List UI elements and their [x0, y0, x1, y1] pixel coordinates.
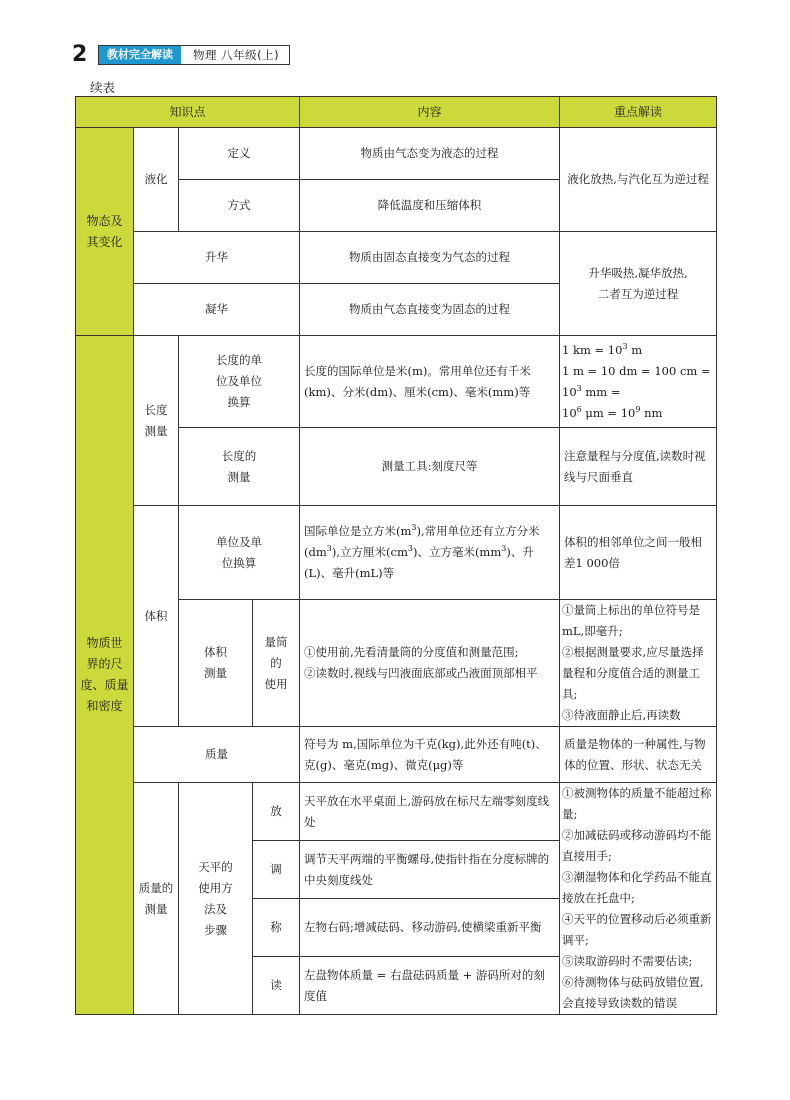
cylinder-content: ①使用前,先看清量筒的分度值和测量范围; ②读数时,视线与凹液面底部或凸液面顶部相平 [300, 600, 560, 727]
length-unit-label: 长度的单 位及单位 换算 [179, 336, 300, 428]
step-place-label: 放 [253, 783, 300, 841]
vol-unit-content: 国际单位是立方米$(m^3)$,常用单位还有立方分米$(dm^3)$,立方厘米$(cm^3)$、立方毫米$(mm^3)$、升(L)、毫升(mL)等 [300, 506, 560, 600]
volume-label: 体积 [134, 506, 179, 727]
header-label-box [98, 45, 290, 65]
liq-method-content: 降低温度和压缩体积 [300, 180, 560, 232]
vol-measure-label: 体积 测量 [179, 600, 253, 727]
knowledge-table [75, 96, 717, 1015]
vol-unit-key: 体积的相邻单位之间一般相差1 000倍 [560, 506, 717, 600]
sublimation-label: 升华 [134, 232, 300, 284]
liq-def-content: 物质由气态变为液态的过程 [300, 128, 560, 180]
length-key-line-2: 1 m = 10 dm = 100 cm = $10^3$ mm = [562, 363, 711, 399]
length-key-line-3: $10^6$ $\mu m = 10^9$ nm [562, 404, 663, 420]
continued-label: 续表 [90, 80, 116, 95]
deposition-content: 物质由气态直接变为固态的过程 [300, 284, 560, 336]
length-unit-key [560, 336, 717, 428]
table-row [76, 783, 717, 841]
step-place-content: 天平放在水平桌面上,游码放在标尺左端零刻度线处 [300, 783, 560, 841]
table-header-row [76, 97, 717, 128]
balance-key: ①被测物体的质量不能超过称量; ②加减砝码或移动游码均不能直接用手; ③潮湿物体和化学药品不能直接放在托盘中; ④天平的位置移动后必须重新调平; ⑤读取游码时不需要估读; ⑥待测物体与砝码放错位置,会直接导致读数的错误 [560, 783, 717, 1015]
length-measure-key: 注意量程与分度值,读数时视线与尺面垂直 [560, 428, 717, 506]
mass-key: 质量是物体的一种属性,与物体的位置、形状、状态无关 [560, 727, 717, 783]
length-unit-content: 长度的国际单位是米(m)。常用单位还有千米(km)、分米(dm)、厘米(cm)、毫米(mm)等 [300, 336, 560, 428]
page-header [72, 42, 290, 67]
table-row [76, 727, 717, 783]
header-key: 重点解读 [560, 97, 717, 128]
cylinder-use-label: 量筒 的 使用 [253, 600, 300, 727]
table-row [76, 336, 717, 428]
mass-label: 质量 [134, 727, 300, 783]
page-number: 2 [72, 42, 88, 67]
series-label: 教材完全解读 [99, 46, 181, 64]
step-weigh-label: 称 [253, 899, 300, 957]
vol-unit-label: 单位及单 位换算 [179, 506, 300, 600]
mass-measure-label: 质量的 测量 [134, 783, 179, 1015]
step-adjust-label: 调 [253, 841, 300, 899]
length-measure-content: 测量工具:刻度尺等 [300, 428, 560, 506]
step-read-content: 左盘物体质量 = 右盘砝码质量 + 游码所对的刻度值 [300, 957, 560, 1015]
length-key-line-1: 1 km = $10^3$ m [562, 341, 643, 357]
mass-content: 符号为 m,国际单位为千克(kg),此外还有吨(t)、克(g)、毫克(mg)、微克(μg)等 [300, 727, 560, 783]
liquefaction-label: 液化 [134, 128, 179, 232]
table-row [76, 232, 717, 284]
length-measure-sub-label: 长度的 测量 [179, 428, 300, 506]
step-adjust-content: 调节天平两端的平衡螺母,使指针指在分度标牌的中央刻度线处 [300, 841, 560, 899]
sublimation-key: 升华吸热,凝华放热, 二者互为逆过程 [560, 232, 717, 336]
step-weigh-content: 左物右码;增减砝码、移动游码,使横梁重新平衡 [300, 899, 560, 957]
header-content: 内容 [300, 97, 560, 128]
liq-method-label: 方式 [179, 180, 300, 232]
length-measure-label: 长度 测量 [134, 336, 179, 506]
subject-label: 物理 八年级(上) [193, 48, 280, 62]
table-row [76, 128, 717, 180]
liq-key: 液化放热,与汽化互为逆过程 [560, 128, 717, 232]
cylinder-key: ①量筒上标出的单位符号是 mL,即毫升; ②根据测量要求,应尽量选择量程和分度值合适的测量工具; ③待液面静止后,再读数 [560, 600, 717, 727]
step-read-label: 读 [253, 957, 300, 1015]
group-matter-scale: 物质世 界的尺 度、质量 和密度 [76, 336, 134, 1015]
sublimation-content: 物质由固态直接变为气态的过程 [300, 232, 560, 284]
deposition-label: 凝华 [134, 284, 300, 336]
balance-method-label: 天平的 使用方 法及 步骤 [179, 783, 253, 1015]
header-knowledge: 知识点 [76, 97, 300, 128]
liq-def-label: 定义 [179, 128, 300, 180]
group-state-change: 物态及 其变化 [76, 128, 134, 336]
table-row [76, 506, 717, 600]
